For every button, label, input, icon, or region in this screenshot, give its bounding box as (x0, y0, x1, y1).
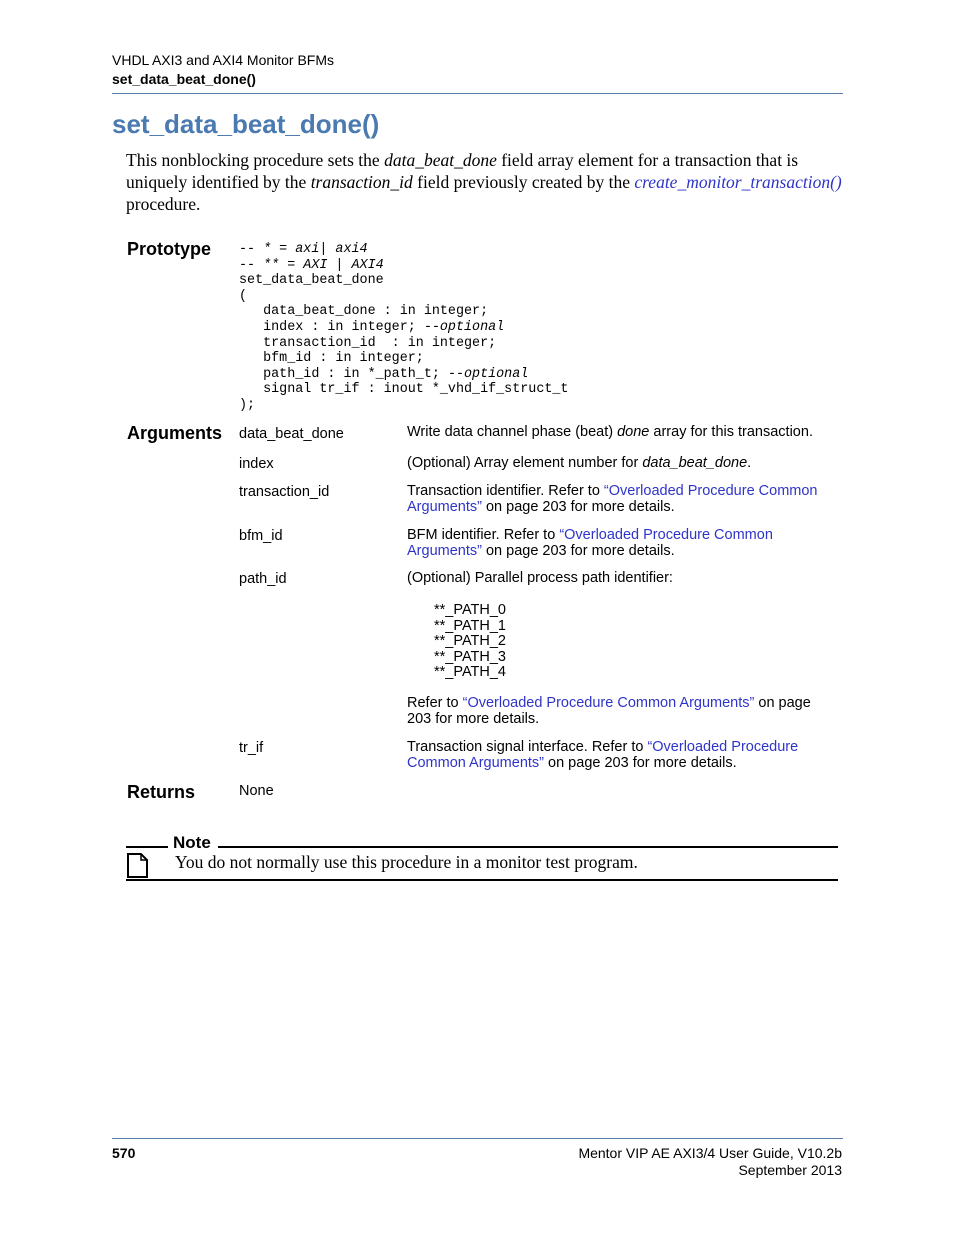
footer-divider (112, 1138, 843, 1139)
arg-desc-text: Transaction signal interface. Refer to (407, 739, 648, 755)
note-top-rule (126, 846, 838, 848)
footer-guide-title: Mentor VIP AE AXI3/4 User Guide, V10.2b (578, 1145, 842, 1161)
arguments-label: Arguments (127, 423, 223, 443)
prototype-label: Prototype (127, 239, 212, 259)
code-param-tr-if: signal tr_if : inout *_vhd_if_struct_t (239, 382, 569, 398)
intro-paragraph (126, 149, 842, 215)
arg-desc-index (407, 456, 847, 472)
code-optional-comment: --optional (447, 366, 529, 382)
code-optional-comment: --optional (423, 319, 505, 335)
note-bottom-rule (126, 879, 838, 881)
arg-name-path-id: path_id (239, 571, 287, 587)
arg-desc-text: Write data channel phase (beat) (407, 424, 618, 440)
arg-name-data-beat-done: data_beat_done (239, 426, 344, 442)
intro-text-4: procedure. (126, 194, 201, 214)
arg-desc-path-id-refer (407, 696, 827, 727)
arg-desc-text: on page 203 for more details. (407, 695, 811, 727)
running-header-chapter: VHDL AXI3 and AXI4 Monitor BFMs (112, 52, 335, 68)
arg-name-index: index (239, 456, 274, 472)
path-value: **_PATH_4 (434, 664, 506, 681)
intro-text-3: field previously created by the (412, 172, 635, 192)
note-label: Note (173, 833, 211, 852)
header-divider (112, 93, 843, 94)
overloaded-procedure-link[interactable]: “Overloaded Procedure Common Arguments” (407, 739, 799, 771)
arg-desc-text: on page 203 for more details. (544, 754, 737, 771)
arg-desc-text: BFM identifier. Refer to (407, 527, 560, 543)
arg-desc-text: (Optional) Array element number for (407, 455, 643, 471)
arg-desc-path-id: (Optional) Parallel process path identifier: (407, 570, 673, 586)
code-open-paren: ( (239, 288, 248, 304)
intro-text-1: This nonblocking procedure sets the (126, 150, 385, 170)
arg-desc-italic: done (617, 424, 650, 440)
note-text: You do not normally use this procedure in a monitor test program. (175, 852, 638, 872)
arg-desc-tr-if (407, 740, 847, 771)
prototype-code (239, 242, 568, 414)
path-value: **_PATH_2 (434, 633, 506, 650)
code-param-bfm-id: bfm_id : in integer; (239, 351, 424, 367)
page-title: set_data_beat_done() (112, 109, 380, 139)
arg-desc-transaction-id (407, 484, 847, 515)
arg-desc-data-beat-done (407, 425, 847, 441)
path-value: **_PATH_1 (434, 617, 506, 634)
code-param-index: index : in integer; (239, 319, 424, 335)
arg-desc-text: on page 203 for more details. (481, 498, 675, 515)
arg-desc-text: array for this transaction. (649, 424, 813, 440)
arg-desc-italic: data_beat_done (642, 455, 748, 471)
page-number: 570 (112, 1145, 136, 1161)
running-header-section: set_data_beat_done() (112, 71, 256, 87)
overloaded-procedure-link[interactable]: “Overloaded Procedure Common Arguments” (407, 527, 773, 559)
arg-name-transaction-id: transaction_id (239, 484, 330, 500)
code-procedure-name: set_data_beat_done (239, 273, 384, 289)
arg-desc-bfm-id (407, 528, 847, 559)
code-comment-2: -- ** = AXI | AXI4 (239, 257, 384, 273)
returns-value: None (239, 783, 274, 799)
footer-info (578, 1145, 842, 1179)
arg-desc-text: Refer to (407, 695, 463, 711)
path-values-list (434, 603, 506, 681)
code-param-transaction-id: transaction_id : in integer; (239, 335, 497, 351)
create-monitor-transaction-link[interactable]: create_monitor_transaction() (634, 172, 842, 192)
code-close-paren: ); (239, 397, 256, 413)
code-param-path-id: path_id : in *_path_t; (239, 366, 448, 382)
code-comment-1: -- * = axi| axi4 (239, 242, 368, 257)
arg-name-bfm-id: bfm_id (239, 528, 283, 544)
code-param-data-beat-done: data_beat_done : in integer; (239, 304, 489, 320)
arg-desc-text: on page 203 for more details. (481, 542, 675, 559)
overloaded-procedure-link[interactable]: “Overloaded Procedure Common Arguments” (462, 695, 755, 711)
arg-desc-text: . (747, 455, 752, 471)
path-value: **_PATH_0 (434, 602, 506, 618)
footer-date: September 2013 (738, 1162, 842, 1178)
overloaded-procedure-link[interactable]: “Overloaded Procedure Common Arguments” (407, 483, 818, 515)
intro-text-2: field array element for a transaction that is uniquely identified by the (126, 150, 799, 192)
arg-desc-text: Transaction identifier. Refer to (407, 483, 604, 499)
returns-label: Returns (127, 782, 196, 802)
path-value: **_PATH_3 (434, 648, 506, 665)
intro-field-data-beat-done: data_beat_done (384, 150, 497, 170)
intro-field-transaction-id: transaction_id (310, 172, 413, 192)
arg-name-tr-if: tr_if (239, 740, 264, 756)
